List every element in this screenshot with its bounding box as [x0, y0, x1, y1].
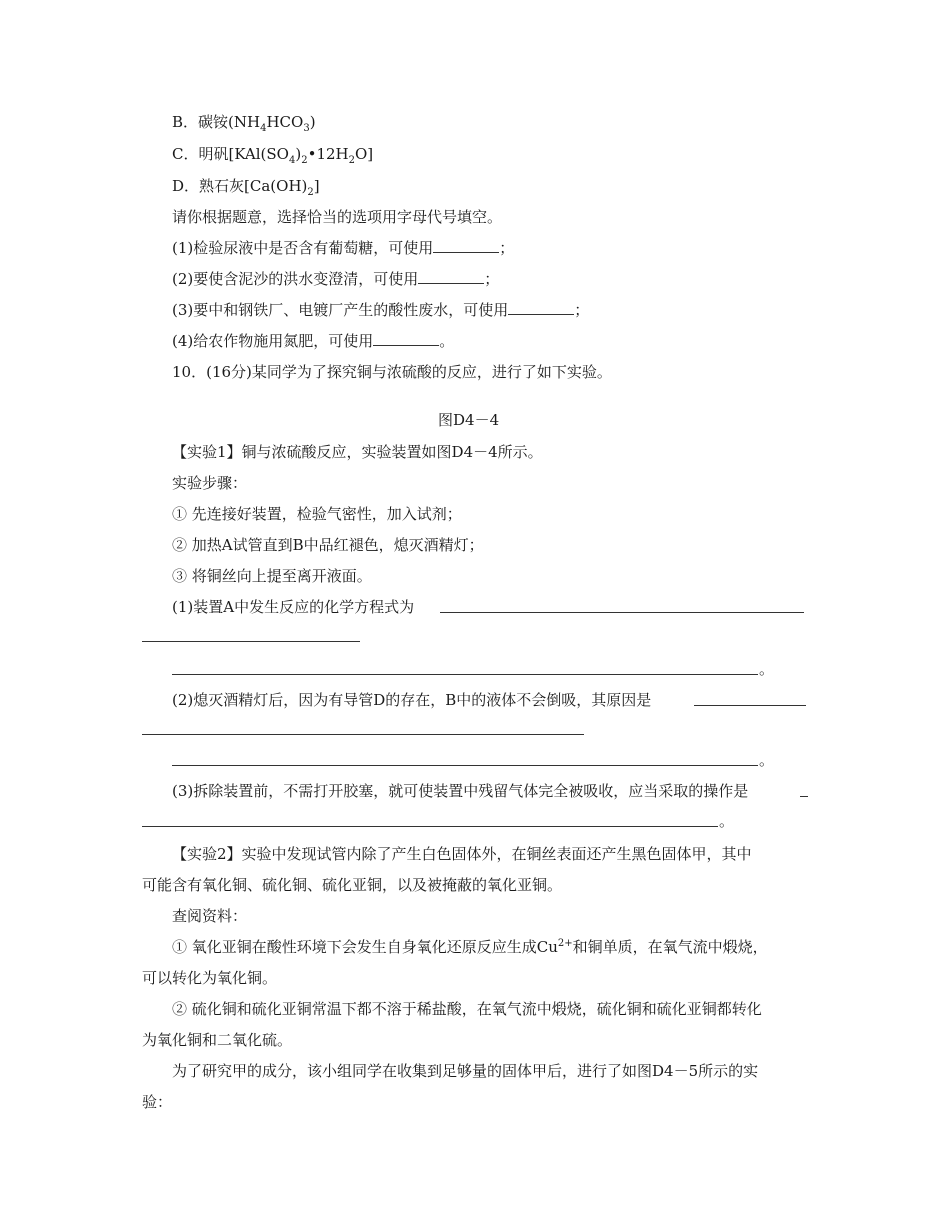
- answer-line[interactable]: [172, 674, 758, 675]
- q9-sub-3: (3)要中和钢铁厂、电镀厂产生的酸性废水，可使用 ；: [172, 301, 590, 319]
- answer-line[interactable]: [172, 765, 758, 766]
- exp1-q2: (2)熄灭酒精灯后，因为有导管D的存在，B中的液体不会倒吸，其原因是: [172, 691, 652, 709]
- q9-sub-2: (2)要使含泥沙的洪水变澄清，可使用 ；: [172, 270, 500, 288]
- q10-intro: 10．(16分)某同学为了探究铜与浓硫酸的反应，进行了如下实验。: [172, 363, 612, 381]
- exp2-ref-label: 查阅资料：: [172, 907, 248, 925]
- exp2-ref-1-cont: 可以转化为氧化铜。: [142, 969, 278, 987]
- option-c: C．明矾$[KAl(SO_4)_2•12H_2O]$: [172, 145, 374, 166]
- answer-blank[interactable]: [433, 238, 499, 253]
- answer-line[interactable]: [440, 612, 804, 613]
- exp2-intro-1: 【实验2】实验中发现试管内除了产生白色固体外，在铜丝表面还产生黑色固体甲，其中: [172, 845, 752, 863]
- exp2-ref-1: ① 氧化亚铜在酸性环境下会发生自身氧化还原反应生成$Cu^{2+}$和铜单质，在氧气流中煅烧，: [172, 938, 768, 956]
- q9-sub-1: (1)检验尿液中是否含有葡萄糖，可使用 ；: [172, 239, 515, 257]
- answer-line[interactable]: [800, 796, 808, 797]
- exp2-ref-2: ② 硫化铜和硫化亚铜常温下都不溶于稀盐酸，在氧气流中煅烧，硫化铜和硫化亚铜都转化: [172, 1000, 762, 1018]
- exp1-step-2: ② 加热A试管直到B中品红褪色，熄灭酒精灯；: [172, 536, 484, 554]
- option-b: B．碳铵$(NH_4HCO_3)$: [172, 113, 316, 134]
- exp2-study-cont: 验：: [142, 1093, 173, 1111]
- period: 。: [759, 751, 775, 769]
- answer-blank[interactable]: [508, 300, 574, 315]
- answer-blank[interactable]: [373, 331, 439, 346]
- exp1-q3: (3)拆除装置前，不需打开胶塞，就可使装置中残留气体完全被吸收，应当采取的操作是: [172, 782, 749, 800]
- period: 。: [759, 660, 775, 678]
- exp2-study: 为了研究甲的成分，该小组同学在收集到足够量的固体甲后，进行了如图D4－5所示的实: [172, 1062, 759, 1080]
- answer-line[interactable]: [142, 734, 584, 735]
- answer-blank[interactable]: [418, 269, 484, 284]
- answer-line[interactable]: [142, 826, 718, 827]
- exp1-step-1: ① 先连接好装置，检验气密性，加入试剂；: [172, 505, 462, 523]
- instruction: 请你根据题意，选择恰当的选项用字母代号填空。: [172, 208, 503, 226]
- answer-line[interactable]: [694, 705, 806, 706]
- option-d: D．熟石灰$[Ca(OH)_2]$: [172, 177, 320, 198]
- q9-sub-4: (4)给农作物施用氮肥，可使用 。: [172, 332, 455, 350]
- figure-caption: 图D4－4: [438, 411, 500, 429]
- exp1-q1: (1)装置A中发生反应的化学方程式为: [172, 598, 415, 616]
- exp2-intro-2: 可能含有氧化铜、硫化铜、硫化亚铜，以及被掩蔽的氧化亚铜。: [142, 876, 563, 894]
- period: 。: [719, 812, 735, 830]
- exp1-title: 【实验1】铜与浓硫酸反应，实验装置如图D4－4所示。: [172, 443, 543, 461]
- exp1-steps-label: 实验步骤：: [172, 474, 248, 492]
- answer-line[interactable]: [142, 641, 360, 642]
- exp1-step-3: ③ 将铜丝向上提至离开液面。: [172, 567, 372, 585]
- exp2-ref-2-cont: 为氧化铜和二氧化硫。: [142, 1031, 293, 1049]
